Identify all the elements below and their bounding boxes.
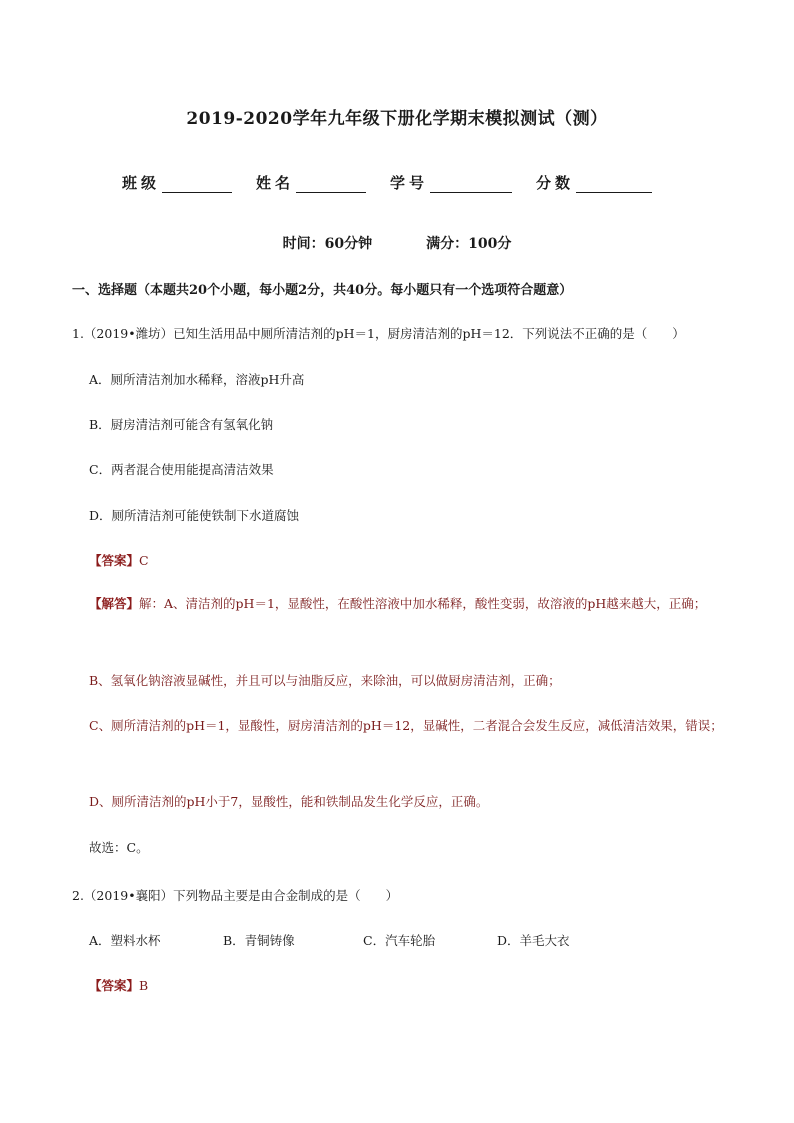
- student-number-label: 学号: [390, 174, 429, 192]
- question-2-option-b: B．青铜铸像: [223, 933, 295, 948]
- question-2-stem: 2.（2019•襄阳）下列物品主要是由合金制成的是（ ）: [72, 888, 399, 903]
- answer-tag: 【答案】: [89, 978, 140, 993]
- page-title: 2019-2020学年九年级下册化学期末模拟测试（测）: [186, 109, 608, 129]
- exam-time: 时间：60分钟: [282, 236, 373, 252]
- student-number-blank: [430, 178, 512, 193]
- name-blank: [296, 178, 366, 193]
- question-2-option-d: D．羊毛大衣: [497, 933, 570, 948]
- class-blank: [162, 178, 232, 193]
- question-1-option-d: D．厕所清洁剂可能使铁制下水道腐蚀: [89, 508, 300, 523]
- full-score: 满分：100分: [426, 236, 512, 252]
- section-heading: 一、选择题（本题共20个小题，每小题2分，共40分。每小题只有一个选项符合题意）: [72, 283, 573, 298]
- question-1-option-b: B．厨房清洁剂可能含有氢氧化钠: [89, 417, 274, 432]
- question-1-explain-d: D、厕所清洁剂的pH小于7，显酸性，能和铁制品发生化学反应，正确。: [89, 794, 489, 809]
- question-1-choose: 故选：C。: [89, 840, 149, 855]
- score-blank: [576, 178, 652, 193]
- student-info-fields: [122, 172, 652, 193]
- question-2-option-c: C．汽车轮胎: [363, 933, 436, 948]
- question-1-stem: 1.（2019•潍坊）已知生活用品中厕所清洁剂的pH＝1，厨房清洁剂的pH＝12．下列说法不正确的是（ ）: [72, 326, 685, 341]
- answer-tag: 【答案】: [89, 553, 140, 568]
- score-label: 分数: [536, 174, 575, 192]
- name-label: 姓名: [256, 174, 295, 192]
- question-1-answer: [89, 551, 149, 569]
- explain-a-text: 解：A、清洁剂的pH＝1，显酸性，在酸性溶液中加水稀释，酸性变弱，故溶液的pH越来越大，正确；: [139, 596, 707, 611]
- answer-value: B: [139, 978, 149, 993]
- class-label: 班级: [122, 174, 161, 192]
- question-1-option-a: A．厕所清洁剂加水稀释，溶液pH升高: [89, 372, 305, 387]
- question-2-answer: [89, 976, 148, 994]
- question-2-options: [89, 931, 570, 949]
- question-1-option-c: C．两者混合使用能提高清洁效果: [89, 462, 274, 477]
- exam-time-score: [0, 233, 794, 253]
- question-1-explain-a: [89, 588, 729, 620]
- question-1-explain-b: B、氢氧化钠溶液显碱性，并且可以与油脂反应，来除油，可以做厨房清洁剂，正确；: [89, 673, 561, 688]
- question-2-option-a: A．塑料水杯: [89, 933, 161, 948]
- explain-tag: 【解答】: [89, 596, 140, 611]
- question-1-explain-c: C、厕所清洁剂的pH＝1，显酸性，厨房清洁剂的pH＝12，显碱性，二者混合会发生反应，减低清洁效果，错误；: [89, 718, 723, 733]
- answer-value: C: [139, 553, 149, 568]
